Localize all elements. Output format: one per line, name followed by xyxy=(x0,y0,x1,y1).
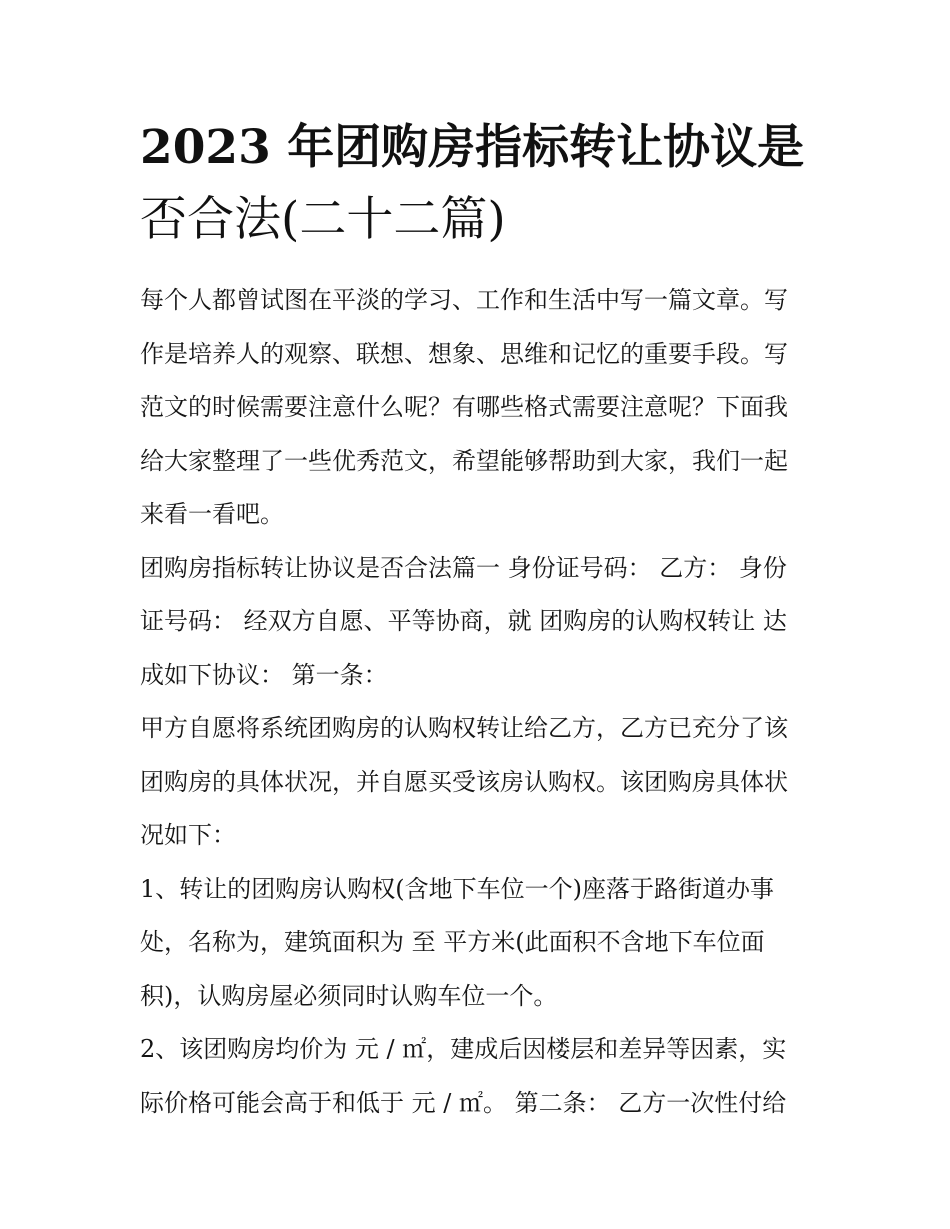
document-content xyxy=(140,112,820,1130)
text-line: 证号码： 经双方自愿、平等协商，就 团购房的认购权转让 达 xyxy=(140,607,787,635)
paragraph-article-1 xyxy=(140,542,820,703)
paragraph-item-1 xyxy=(140,863,820,1024)
paragraph-item-2 xyxy=(140,1023,820,1130)
title-line-1-text: 年团购房指标转让协议是 xyxy=(287,120,805,175)
text-line: 团购房指标转让协议是否合法篇一 身份证号码： 乙方： 身份 xyxy=(140,553,787,582)
title-line-2: 否合法(二十二篇) xyxy=(140,192,506,247)
text-line: 积)，认购房屋必须同时认购车位一个。 xyxy=(140,981,558,1010)
text-line: 甲方自愿将系统团购房的认购权转让给乙方，乙方已充分了该 xyxy=(140,714,788,742)
title-line-1 xyxy=(140,112,820,184)
paragraph-transfer xyxy=(140,702,820,863)
text-line: 际价格可能会高于和低于 元 / ㎡。 第二条： 乙方一次性付给 xyxy=(140,1088,787,1117)
text-line: 处，名称为，建筑面积为 至 平方米(此面积不含地下车位面 xyxy=(140,928,765,956)
title-year: 2023 xyxy=(140,120,271,175)
text-line: 范文的时候需要注意什么呢？有哪些格式需要注意呢？下面我 xyxy=(140,393,788,421)
text-line: 给大家整理了一些优秀范文，希望能够帮助到大家，我们一起 xyxy=(140,446,788,475)
paragraph-intro xyxy=(140,274,820,542)
text-line: 成如下协议： 第一条： xyxy=(140,660,388,689)
text-line: 团购房的具体状况，并自愿买受该房认购权。该团购房具体状 xyxy=(140,767,788,796)
text-line: 作是培养人的观察、联想、想象、思维和记忆的重要手段。写 xyxy=(140,339,788,368)
document-title xyxy=(140,112,820,256)
document-body xyxy=(140,274,820,1130)
text-line: 2、该团购房均价为 元 / ㎡，建成后因楼层和差异等因素，实 xyxy=(140,1035,787,1063)
text-line: 1、转让的团购房认购权(含地下车位一个)座落于路街道办事 xyxy=(140,874,774,903)
text-line: 来看一看吧。 xyxy=(140,500,284,528)
text-line: 每个人都曾试图在平淡的学习、工作和生活中写一篇文章。写 xyxy=(140,286,788,314)
text-line: 况如下： xyxy=(140,821,236,849)
